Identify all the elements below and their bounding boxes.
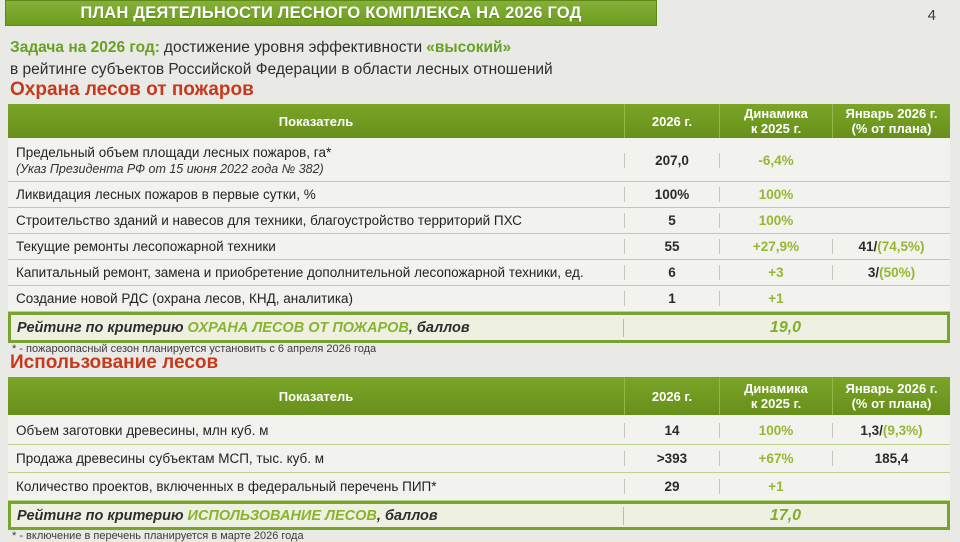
dynamics-cell: +67% — [719, 451, 832, 466]
table-row — [8, 208, 950, 234]
section-title-fire-protection: Охрана лесов от пожаров — [10, 79, 254, 100]
col-header-january: Январь 2026 г. (% от плана) — [832, 377, 950, 415]
indicator-cell: Капитальный ремонт, замена и приобретение дополнительной лесопожарной техники, ед. — [16, 264, 584, 280]
year-cell: 55 — [624, 239, 719, 254]
rating-label: Рейтинг по критерию ИСПОЛЬЗОВАНИЕ ЛЕСОВ, баллов — [17, 507, 438, 524]
slide-title: ПЛАН ДЕЯТЕЛЬНОСТИ ЛЕСНОГО КОМПЛЕКСА НА 2026 ГОД — [80, 3, 582, 22]
section-title-forest-use: Использование лесов — [10, 352, 219, 373]
indicator-cell: Ликвидация лесных пожаров в первые сутки, % — [16, 186, 316, 202]
rating-criterion: ИСПОЛЬЗОВАНИЕ ЛЕСОВ — [187, 507, 377, 524]
task-statement — [10, 37, 553, 81]
dynamics-cell: +3 — [719, 265, 832, 280]
dynamics-cell: +1 — [719, 291, 832, 306]
rating-label: Рейтинг по критерию ОХРАНА ЛЕСОВ ОТ ПОЖАРОВ, баллов — [17, 319, 470, 336]
january-cell: 185,4 — [832, 451, 950, 466]
dynamics-cell: +1 — [719, 479, 832, 494]
dynamics-cell: 100% — [719, 423, 832, 438]
fire-protection-table — [8, 104, 950, 343]
task-label: Задача на 2026 год: — [10, 39, 160, 56]
indicator-cell: Количество проектов, включенных в федеральный перечень ПИП* — [16, 478, 437, 494]
table-row — [8, 260, 950, 286]
year-cell: 14 — [624, 423, 719, 438]
year-cell: 5 — [624, 213, 719, 228]
col-header-indicator: Показатель — [278, 388, 354, 404]
rating-value: 17,0 — [623, 507, 947, 525]
table-row — [8, 473, 950, 501]
year-cell: 1 — [624, 291, 719, 306]
rating-row-fire-protection — [8, 312, 950, 343]
col-header-dynamics: Динамика к 2025 г. — [719, 377, 832, 415]
col-header-indicator: Показатель — [278, 113, 354, 129]
table-row — [8, 445, 950, 473]
dynamics-cell: 100% — [719, 213, 832, 228]
col-header-january: Январь 2026 г. (% от плана) — [832, 104, 950, 138]
table-row — [8, 286, 950, 312]
year-cell: 6 — [624, 265, 719, 280]
table-row — [8, 140, 950, 182]
january-cell: 1,3/(9,3%) — [832, 423, 950, 438]
task-line2: в рейтинге субъектов Российской Федерации в области лесных отношений — [10, 61, 553, 78]
task-highlight: «высокий» — [426, 39, 512, 56]
indicator-cell: Создание новой РДС (охрана лесов, КНД, аналитика) — [16, 290, 354, 306]
year-cell: 100% — [624, 187, 719, 202]
task-text: достижение уровня эффективности — [163, 39, 423, 56]
table-header-row — [8, 377, 950, 417]
january-cell: 3/(50%) — [832, 265, 950, 280]
year-cell: 207,0 — [624, 153, 719, 168]
footnote-fire-season: * - пожароопасный сезон планируется установить с 6 апреля 2026 года — [12, 343, 377, 355]
table-row — [8, 182, 950, 208]
dynamics-cell: -6,4% — [719, 153, 832, 168]
indicator-cell: Предельный объем площади лесных пожаров, га* (Указ Президента РФ от 15 июня 2022 года № 382) — [8, 144, 624, 178]
january-cell: 41/(74,5%) — [832, 239, 950, 254]
footnote-project-list: * - включение в перечень планируется в марте 2026 года — [12, 530, 304, 542]
col-header-2026: 2026 г. — [624, 104, 719, 138]
dynamics-cell: 100% — [719, 187, 832, 202]
slide-title-banner — [5, 0, 657, 26]
page-number: 4 — [927, 7, 936, 24]
rating-criterion: ОХРАНА ЛЕСОВ ОТ ПОЖАРОВ — [187, 319, 409, 336]
indicator-cell: Текущие ремонты лесопожарной техники — [16, 238, 276, 254]
table-header-row — [8, 104, 950, 140]
indicator-cell: Объем заготовки древесины, млн куб. м — [16, 422, 269, 438]
table-row — [8, 417, 950, 445]
year-cell: >393 — [624, 451, 719, 466]
indicator-cell: Продажа древесины субъектам МСП, тыс. куб. м — [16, 450, 325, 466]
table-row — [8, 234, 950, 260]
indicator-note: (Указ Президента РФ от 15 июня 2022 года № 382) — [16, 161, 324, 176]
forest-use-table — [8, 377, 950, 530]
indicator-cell: Строительство зданий и навесов для техники, благоустройство территорий ПХС — [16, 212, 522, 228]
col-header-dynamics: Динамика к 2025 г. — [719, 104, 832, 138]
rating-value: 19,0 — [623, 319, 947, 337]
task-line1 — [10, 37, 553, 59]
col-header-2026: 2026 г. — [624, 377, 719, 415]
rating-row-forest-use — [8, 501, 950, 530]
year-cell: 29 — [624, 479, 719, 494]
dynamics-cell: +27,9% — [719, 239, 832, 254]
